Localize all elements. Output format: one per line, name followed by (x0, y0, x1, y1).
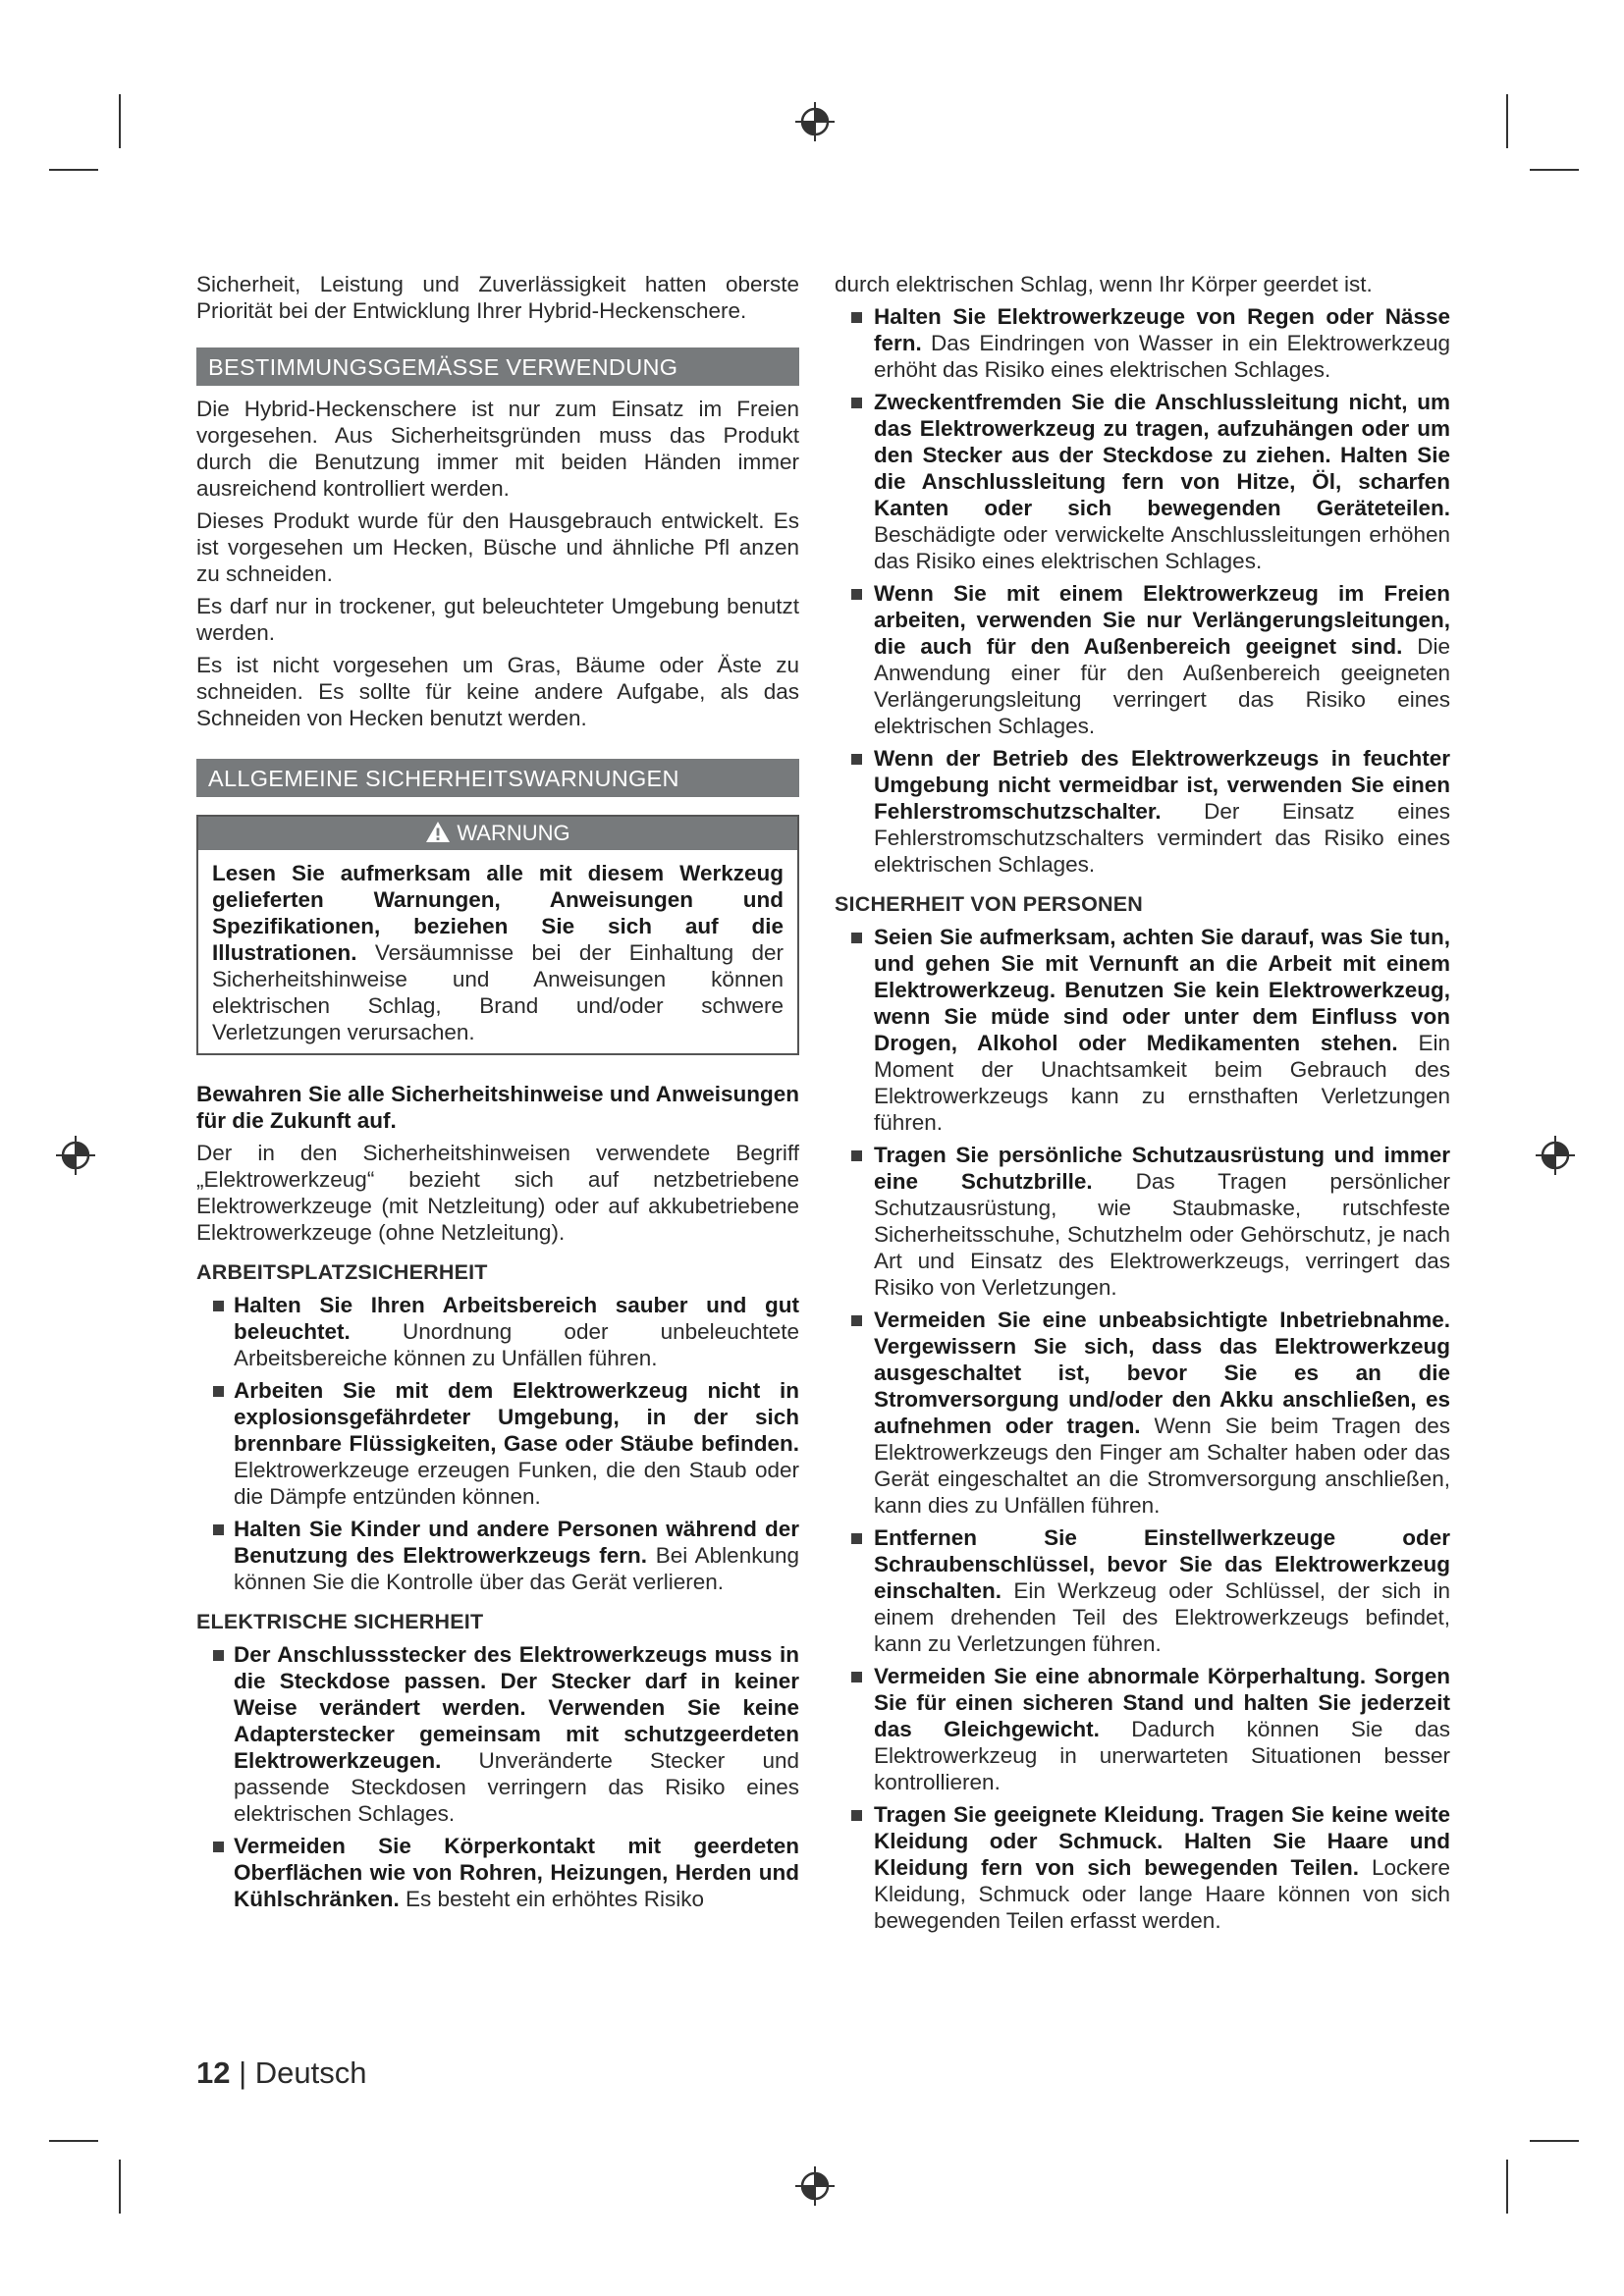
crop-mark-top-right-vertical (1506, 94, 1508, 148)
intended-use-paragraph: Es ist nicht vorgesehen um Gras, Bäume oder Äste zu schneiden. Es sollte für keine andere Aufgabe, als das Schneiden von Hecken benutzt werden. (196, 653, 799, 730)
list-item: Entfernen Sie Einstellwerkzeuge oder Schraubenschlüssel, bevor Sie das Elektrowerkzeug einschalten. Ein Werkzeug oder Schlüssel, der sich in einem drehenden Teil des Elektrowerkzeugs befindet, kann zu Verletzungen führen. (835, 1524, 1450, 1657)
list-item: Tragen Sie geeignete Kleidung. Tragen Sie keine weite Kleidung oder Schmuck. Halten Sie Haare und Kleidung fern von sich bewegenden Teilen. Lockere Kleidung, Schmuck oder lange Haare können von sich bewegenden Teilen erfasst werden. (835, 1801, 1450, 1934)
term-definition-paragraph: Der in den Sicherheitshinweisen verwendete Begriff „Elektrowerkzeug“ bezieht sich auf netzbetriebene Elektrowerkzeuge (mit Netzleitung) oder auf akkubetriebene Elektrowerkzeuge (ohne Netzleitung). (196, 1141, 799, 1245)
keep-instructions-text: Bewahren Sie alle Sicherheitshinweise und Anweisungen für die Zukunft auf. (196, 1082, 799, 1133)
list-item: Zweckentfremden Sie die Anschlussleitung nicht, um das Elektrowerkzeug zu tragen, aufzuhängen oder um den Stecker aus der Steckdose zu ziehen. Halten Sie die Anschlussleitung fern von Hitze, Öl, scharfen Kanten oder sich bewegenden Geräteteilen. Beschädigte oder verwickelte Anschlussleitungen erhöhen das Risiko eines elektrischen Schlages. (835, 389, 1450, 574)
personal-safety-list (835, 924, 1450, 1934)
registration-mark-icon (793, 2164, 837, 2208)
electrical-safety-list-continued (835, 303, 1450, 878)
list-item: Vermeiden Sie Körperkontakt mit geerdeten Oberflächen wie von Rohren, Heizungen, Herden und Kühlschränken. Es besteht ein erhöhtes Risiko (196, 1833, 799, 1912)
intended-use-paragraph: Es darf nur in trockener, gut beleuchteter Umgebung benutzt werden. (196, 594, 799, 645)
electrical-safety-list (196, 1641, 799, 1912)
right-column (835, 271, 1450, 1940)
left-column (196, 271, 799, 1918)
warning-triangle-icon (425, 821, 451, 843)
warning-header (198, 817, 797, 850)
list-item: Arbeiten Sie mit dem Elektrowerkzeug nicht in explosionsgefährdeter Umgebung, in der sich brennbare Flüssigkeiten, Gase oder Stäube befinden. Elektrowerkzeuge erzeugen Funken, die den Staub oder die Dämpfe entzünden können. (196, 1377, 799, 1510)
footer-separator: | (239, 2056, 247, 2090)
list-item: Halten Sie Ihren Arbeitsbereich sauber und gut beleuchtet. Unordnung oder unbeleuchtete Arbeitsbereiche können zu Unfällen führen. (196, 1292, 799, 1371)
list-item: Tragen Sie persönliche Schutzausrüstung und immer eine Schutzbrille. Das Tragen persönlicher Schutzausrüstung, wie Staubmaske, rutschfeste Sicherheitsschuhe, Schutzhelm oder Gehörschutz, je nach Art und Einsatz des Elektrowerkzeugs, verringert das Risiko von Verletzungen. (835, 1142, 1450, 1301)
list-item: Seien Sie aufmerksam, achten Sie darauf, was Sie tun, und gehen Sie mit Vernunft an die Arbeit mit einem Elektrowerkzeug. Benutzen Sie kein Elektrowerkzeug, wenn Sie müde sind oder unter dem Einfluss von Drogen, Alkohol oder Medikamenten stehen. Ein Moment der Unachtsamkeit beim Gebrauch des Elektrowerkzeugs kann zu ernsthaften Verletzungen führen. (835, 924, 1450, 1136)
page-footer (196, 2056, 367, 2091)
crop-mark-bottom-right-horizontal (1530, 2140, 1579, 2142)
list-item: Der Anschlussstecker des Elektrowerkzeugs muss in die Steckdose passen. Der Stecker darf in keiner Weise verändert werden. Verwenden Sie keine Adapterstecker gemeinsam mit schutzgeerdeten Elektrowerkzeugen. Unveränderte Stecker und passende Steckdosen verringern das Risiko eines elektrischen Schlages. (196, 1641, 799, 1827)
warning-bold-text: Lesen Sie aufmerksam alle mit diesem Werkzeug gelieferten Warnungen, Anweisungen und Spezifikationen, beziehen Sie sich auf die Illustrationen. (212, 861, 784, 965)
workplace-safety-list (196, 1292, 799, 1595)
list-item: Halten Sie Kinder und andere Personen während der Benutzung des Elektrowerkzeugs fern. Bei Ablenkung können Sie die Kontrolle über das Gerät verlieren. (196, 1516, 799, 1595)
section-heading-general-safety: ALLGEMEINE SICHERHEITSWARNUNGEN (196, 759, 799, 797)
warning-text: Versäumnisse bei der Einhaltung der Sicherheitshinweise und Anweisungen können elektrischen Schlag, Brand und/oder schwere Verletzungen verursachen. (212, 940, 784, 1044)
list-item: Vermeiden Sie eine abnormale Körperhaltung. Sorgen Sie für einen sicheren Stand und halten Sie jederzeit das Gleichgewicht. Dadurch können Sie das Elektrowerkzeug in unerwarteten Situationen besser kontrollieren. (835, 1663, 1450, 1795)
intended-use-paragraph: Die Hybrid-Heckenschere ist nur zum Einsatz im Freien vorgesehen. Aus Sicherheitsgründen muss das Produkt durch die Benutzung immer mit beiden Händen immer ausreichend kontrolliert werden. (196, 397, 799, 501)
list-item: Wenn Sie mit einem Elektrowerkzeug im Freien arbeiten, verwenden Sie nur Verlängerungsleitungen, die auch für den Außenbereich geeignet sind. Die Anwendung einer für den Außenbereich geeigneten Verlängerungsleitung verringert das Risiko eines elektrischen Schlages. (835, 580, 1450, 739)
list-item: Wenn der Betrieb des Elektrowerkzeugs in feuchter Umgebung nicht vermeidbar ist, verwenden Sie einen Fehlerstromschutzschalter. Der Einsatz eines Fehlerstromschutzschalters vermindert das Risiko eines elektrischen Schlages. (835, 745, 1450, 878)
list-item: Halten Sie Elektrowerkzeuge von Regen oder Nässe fern. Das Eindringen von Wasser in ein Elektrowerkzeug erhöht das Risiko eines elektrischen Schlages. (835, 303, 1450, 383)
intro-paragraph: Sicherheit, Leistung und Zuverlässigkeit hatten oberste Priorität bei der Entwicklung Ihrer Hybrid-Heckenschere. (196, 272, 799, 323)
crop-mark-bottom-left-horizontal (49, 2140, 98, 2142)
continued-text: durch elektrischen Schlag, wenn Ihr Körper geerdet ist. (835, 272, 1373, 296)
subheading-personal-safety: SICHERHEIT VON PERSONEN (835, 892, 1144, 916)
crop-mark-top-left-vertical (119, 94, 121, 148)
section-heading-intended-use: BESTIMMUNGSGEMÄSSE VERWENDUNG (196, 347, 799, 386)
page-number: 12 (196, 2056, 231, 2090)
crop-mark-bottom-right-vertical (1506, 2160, 1508, 2214)
registration-mark-icon (1534, 1134, 1577, 1177)
warning-body (198, 850, 797, 1053)
intended-use-paragraph: Dieses Produkt wurde für den Hausgebrauch entwickelt. Es ist vorgesehen um Hecken, Büsche und ähnliche Pfl anzen zu schneiden. (196, 508, 799, 586)
registration-mark-icon (793, 100, 837, 143)
list-item: Vermeiden Sie eine unbeabsichtigte Inbetriebnahme. Vergewissern Sie sich, dass das Elektrowerkzeug ausgeschaltet ist, bevor Sie es an die Stromversorgung und/oder den Akku anschließen, es aufnehmen oder tragen. Wenn Sie beim Tragen des Elektrowerkzeugs den Finger am Schalter haben oder das Gerät eingeschaltet an die Stromversorgung anschließen, kann dies zu Unfällen führen. (835, 1307, 1450, 1519)
warning-label: WARNUNG (457, 821, 570, 845)
subheading-workplace-safety: ARBEITSPLATZSICHERHEIT (196, 1260, 488, 1284)
footer-language: Deutsch (254, 2056, 367, 2090)
warning-box (196, 815, 799, 1055)
registration-mark-icon (54, 1134, 97, 1177)
crop-mark-top-left-horizontal (49, 169, 98, 171)
subheading-electrical-safety: ELEKTRISCHE SICHERHEIT (196, 1610, 484, 1633)
crop-mark-top-right-horizontal (1530, 169, 1579, 171)
crop-mark-bottom-left-vertical (119, 2160, 121, 2214)
